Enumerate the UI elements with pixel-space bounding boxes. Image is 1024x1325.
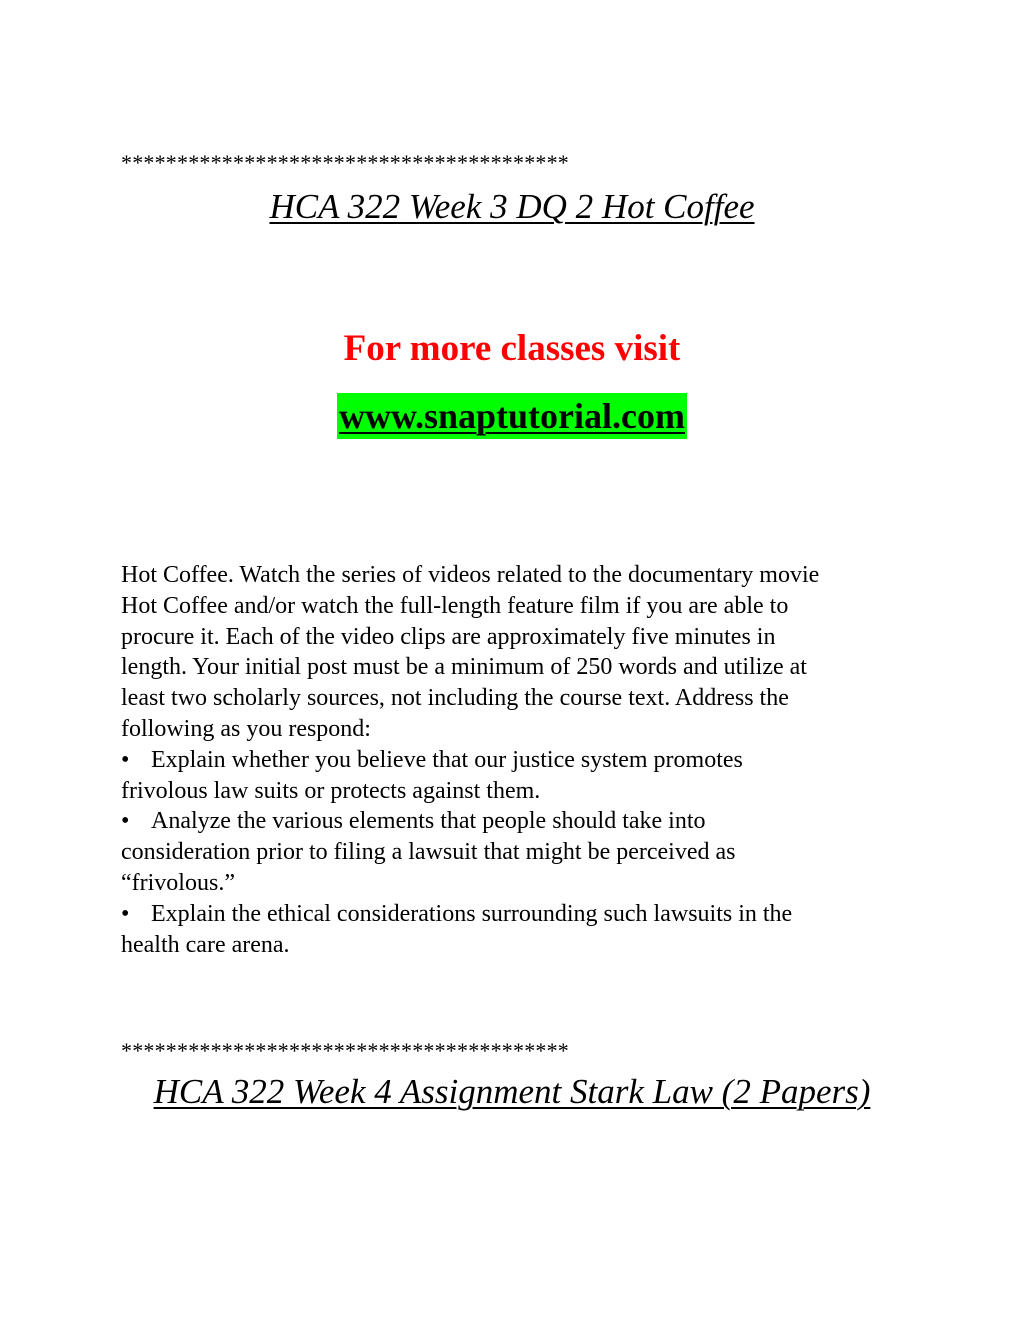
bullet-line: frivolous law suits or protects against them. (121, 777, 541, 804)
paragraph-line: Hot Coffee and/or watch the full-length feature film if you are able to (121, 592, 789, 619)
bullet-line (121, 806, 921, 837)
section-title-week4-assignment[interactable]: HCA 322 Week 4 Assignment Stark Law (2 Papers) (153, 1072, 871, 1111)
paragraph-line: least two scholarly sources, not including the course text. Address the (121, 685, 789, 712)
snaptutorial-link[interactable]: www.snaptutorial.com (337, 393, 687, 439)
bullet-text: Explain whether you believe that our justice system promotes (151, 746, 743, 773)
separator-stars-bottom: **************************************** (121, 1038, 569, 1063)
bullet-item-1 (121, 745, 921, 807)
bullet-icon: • (121, 808, 130, 835)
bullet-item-2 (121, 806, 921, 898)
promo-link-wrapper (0, 393, 1024, 439)
paragraph-line: length. Your initial post must be a minimum of 250 words and utilize at (121, 654, 807, 681)
separator-stars-top: **************************************** (121, 150, 569, 175)
assignment-description (121, 560, 921, 960)
bullet-line: consideration prior to filing a lawsuit that might be perceived as (121, 839, 736, 866)
promo-text: For more classes visit (343, 328, 681, 369)
bullet-line: “frivolous.” (121, 869, 235, 896)
paragraph-line: procure it. Each of the video clips are approximately five minutes in (121, 623, 776, 650)
paragraph-line: following as you respond: (121, 715, 371, 742)
bullet-line: health care arena. (121, 931, 290, 958)
bullet-text: Explain the ethical considerations surrounding such lawsuits in the (151, 900, 793, 927)
bullet-icon: • (121, 900, 130, 927)
section-title-week3-dq2[interactable]: HCA 322 Week 3 DQ 2 Hot Coffee (269, 187, 755, 226)
paragraph-line: Hot Coffee. Watch the series of videos related to the documentary movie (121, 562, 820, 588)
bullet-icon: • (121, 746, 130, 773)
bullet-line (121, 899, 921, 930)
bullet-line (121, 745, 921, 776)
bullet-text: Analyze the various elements that people should take into (151, 808, 706, 835)
bullet-item-3 (121, 899, 921, 961)
